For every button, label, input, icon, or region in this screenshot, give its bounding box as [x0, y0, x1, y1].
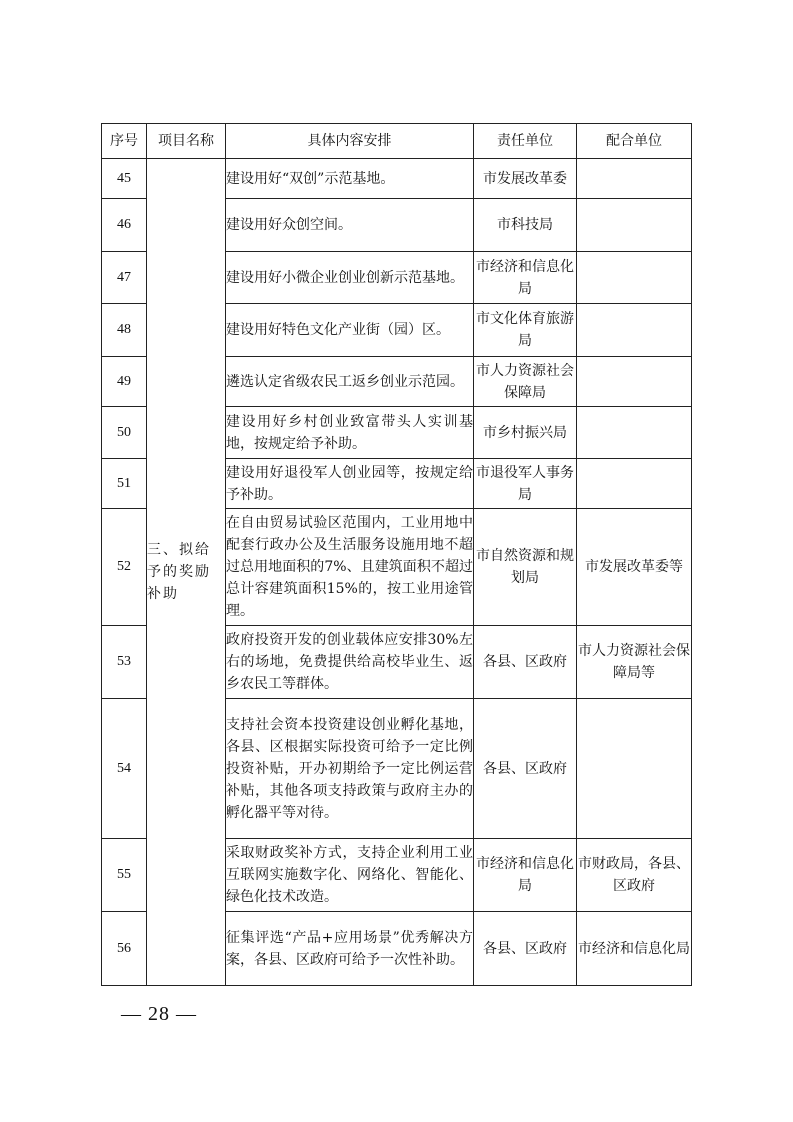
row-cooperating: [577, 304, 692, 357]
row-cooperating: [577, 159, 692, 199]
header-serial: 序号: [102, 124, 147, 159]
row-content: 支持社会资本投资建设创业孵化基地，各县、区根据实际投资可给予一定比例投资补贴，开办初期给予一定比例运营补贴，其他各项支持政策与政府主办的孵化器平等对待。: [226, 699, 474, 839]
header-responsible: 责任单位: [474, 124, 577, 159]
header-project: 项目名称: [147, 124, 226, 159]
row-responsible: 市文化体育旅游局: [474, 304, 577, 357]
table-row: [102, 159, 692, 199]
row-serial: 53: [102, 626, 147, 699]
row-serial: 56: [102, 912, 147, 986]
row-responsible: 市退役军人事务局: [474, 459, 577, 509]
row-serial: 54: [102, 699, 147, 839]
row-content: 建设用好“双创”示范基地。: [226, 159, 474, 199]
task-table: [101, 123, 692, 986]
row-cooperating: [577, 357, 692, 407]
row-serial: 49: [102, 357, 147, 407]
row-serial: 45: [102, 159, 147, 199]
row-serial: 50: [102, 407, 147, 459]
row-serial: 46: [102, 199, 147, 252]
row-content: 建设用好众创空间。: [226, 199, 474, 252]
row-cooperating: [577, 699, 692, 839]
header-cooperating: 配合单位: [577, 124, 692, 159]
row-responsible: 市自然资源和规划局: [474, 509, 577, 626]
row-responsible: 各县、区政府: [474, 912, 577, 986]
row-responsible: 各县、区政府: [474, 626, 577, 699]
row-content: 建设用好特色文化产业街（园）区。: [226, 304, 474, 357]
row-responsible: 市经济和信息化局: [474, 839, 577, 912]
row-content: 建设用好乡村创业致富带头人实训基地，按规定给予补助。: [226, 407, 474, 459]
page-number: — 28 —: [121, 1003, 197, 1025]
row-serial: 55: [102, 839, 147, 912]
row-cooperating: 市财政局，各县、区政府: [577, 839, 692, 912]
row-responsible: 市经济和信息化局: [474, 252, 577, 304]
row-cooperating: [577, 252, 692, 304]
row-responsible: 市发展改革委: [474, 159, 577, 199]
row-cooperating: 市经济和信息化局: [577, 912, 692, 986]
row-cooperating: [577, 459, 692, 509]
row-serial: 48: [102, 304, 147, 357]
project-name-cell: 三、拟给予的奖励补助: [147, 159, 226, 986]
row-cooperating: [577, 407, 692, 459]
row-content: 建设用好小微企业创业创新示范基地。: [226, 252, 474, 304]
row-responsible: 各县、区政府: [474, 699, 577, 839]
row-responsible: 市科技局: [474, 199, 577, 252]
row-content: 建设用好退役军人创业园等，按规定给予补助。: [226, 459, 474, 509]
header-content: 具体内容安排: [226, 124, 474, 159]
row-serial: 51: [102, 459, 147, 509]
row-cooperating: [577, 199, 692, 252]
table-header-row: [102, 124, 692, 159]
row-content: 征集评选“产品+应用场景”优秀解决方案，各县、区政府可给予一次性补助。: [226, 912, 474, 986]
row-cooperating: 市发展改革委等: [577, 509, 692, 626]
row-content: 在自由贸易试验区范围内，工业用地中配套行政办公及生活服务设施用地不超过总用地面积的7%、且建筑面积不超过总计容建筑面积15%的，按工业用途管理。: [226, 509, 474, 626]
row-responsible: 市乡村振兴局: [474, 407, 577, 459]
row-serial: 52: [102, 509, 147, 626]
row-responsible: 市人力资源社会保障局: [474, 357, 577, 407]
row-content: 政府投资开发的创业载体应安排30%左右的场地，免费提供给高校毕业生、返乡农民工等群体。: [226, 626, 474, 699]
row-serial: 47: [102, 252, 147, 304]
row-content: 采取财政奖补方式，支持企业利用工业互联网实施数字化、网络化、智能化、绿色化技术改造。: [226, 839, 474, 912]
row-cooperating: 市人力资源社会保障局等: [577, 626, 692, 699]
row-content: 遴选认定省级农民工返乡创业示范园。: [226, 357, 474, 407]
